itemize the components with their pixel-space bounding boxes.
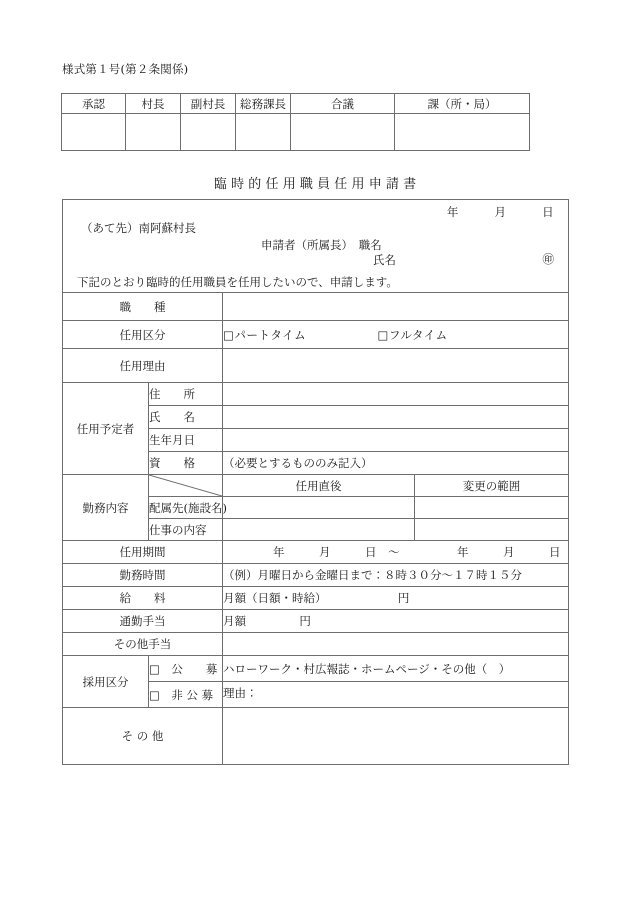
value-commuting-allowance (223, 610, 569, 633)
label-candidate: 任用予定者 (63, 383, 149, 475)
approval-header-cell: 村長 (126, 94, 181, 114)
value-duties-immediate[interactable] (223, 519, 415, 541)
label-recruitment-class: 採用区分 (63, 656, 149, 708)
value-candidate-birthdate[interactable] (223, 429, 569, 452)
application-form-table (62, 199, 569, 765)
page-title: 臨時的任用職員任用申請書 (213, 177, 421, 192)
row-working-hours (63, 564, 569, 587)
value-working-hours[interactable]: （例）月曜日から金曜日まで：８時３０分～１７時１５分 (223, 564, 569, 587)
value-appointment-class (223, 321, 569, 349)
checkbox-public-recruitment[interactable]: □ 公 募 (149, 656, 223, 682)
approval-value-cell[interactable] (181, 114, 236, 151)
value-appointment-period[interactable]: 年 月 日 ～ 年 月 日 (223, 541, 569, 564)
approval-header-cell: 承認 (62, 94, 126, 114)
value-public-channels[interactable]: ハローワーク・村広報誌・ホームページ・その他（ ） (223, 656, 569, 682)
label-candidate-address: 住 所 (149, 383, 223, 406)
label-appointment-class: 任用区分 (63, 321, 223, 349)
value-candidate-qualification[interactable]: （必要とするもののみ記入） (223, 452, 569, 475)
row-others (63, 708, 569, 765)
salary-basis[interactable]: 月額（日額・時給） (223, 591, 327, 605)
approval-header-row (62, 94, 530, 114)
label-other-allowance: その他手当 (63, 633, 223, 656)
form-header-row (63, 200, 569, 293)
approval-value-cell[interactable] (395, 114, 530, 151)
approval-value-cell[interactable] (236, 114, 291, 151)
form-number: 様式第１号(第２条関係) (62, 62, 189, 76)
column-header-immediate: 任用直後 (223, 475, 415, 497)
label-commuting-allowance: 通勤手当 (63, 610, 223, 633)
label-appointment-period: 任用期間 (63, 541, 223, 564)
value-other-allowance[interactable] (223, 633, 569, 656)
value-nonpublic-reason[interactable]: 理由： (223, 682, 569, 708)
approval-table (61, 93, 530, 151)
label-salary: 給 料 (63, 587, 223, 610)
approval-header-cell: 合議 (291, 94, 395, 114)
seal-icon: ㊞ (542, 252, 554, 266)
checkbox-fulltime[interactable]: □フルタイム (377, 327, 448, 342)
row-job-type (63, 293, 569, 321)
value-assignment-change-range[interactable] (415, 497, 569, 519)
value-others[interactable] (223, 708, 569, 765)
approval-value-cell[interactable] (62, 114, 126, 151)
row-appointment-class (63, 321, 569, 349)
diagonal-split-cell (149, 475, 223, 497)
salary-unit: 円 (397, 591, 410, 605)
row-recruitment-public (63, 656, 569, 682)
approval-header-cell: 総務課長 (236, 94, 291, 114)
row-commuting-allowance (63, 610, 569, 633)
row-candidate-address (63, 383, 569, 406)
row-appointment-reason (63, 349, 569, 383)
label-assignment: 配属先(施設名) (149, 497, 223, 519)
row-work-content-header (63, 475, 569, 497)
applicant-title-field[interactable]: 申請者（所属長） 職名 (261, 238, 382, 252)
approval-value-row (62, 114, 530, 151)
approval-header-cell: 副村長 (181, 94, 236, 114)
column-header-change-range: 変更の範囲 (415, 475, 569, 497)
applicant-name-field[interactable]: 氏名 (373, 253, 396, 267)
label-working-hours: 勤務時間 (63, 564, 223, 587)
label-job-type: 職 種 (63, 293, 223, 321)
approval-value-cell[interactable] (126, 114, 181, 151)
label-candidate-qualification: 資 格 (149, 452, 223, 475)
row-other-allowance (63, 633, 569, 656)
label-work-content: 勤務内容 (63, 475, 149, 541)
label-candidate-name: 氏 名 (149, 406, 223, 429)
label-appointment-reason: 任用理由 (63, 349, 223, 383)
row-appointment-period (63, 541, 569, 564)
approval-value-cell[interactable] (291, 114, 395, 151)
value-job-type[interactable] (223, 293, 569, 321)
value-candidate-address[interactable] (223, 383, 569, 406)
value-assignment-immediate[interactable] (223, 497, 415, 519)
value-appointment-reason[interactable] (223, 349, 569, 383)
checkbox-parttime[interactable]: □パートタイム (223, 327, 307, 342)
value-candidate-name[interactable] (223, 406, 569, 429)
commuting-unit: 円 (299, 614, 311, 628)
form-header-block (63, 200, 569, 293)
commuting-basis[interactable]: 月額 (223, 614, 246, 628)
label-duties: 仕事の内容 (149, 519, 223, 541)
label-others: そ の 他 (63, 708, 223, 765)
label-candidate-birthdate: 生年月日 (149, 429, 223, 452)
checkbox-nonpublic-recruitment[interactable]: □ 非 公 募 (149, 682, 223, 708)
value-duties-change-range[interactable] (415, 519, 569, 541)
request-statement: 下記のとおり臨時的任用職員を任用したいので、申請します。 (77, 275, 398, 289)
date-line[interactable]: 年 月 日 (446, 205, 554, 219)
value-salary (223, 587, 569, 610)
addressee: （あて先）南阿蘇村長 (81, 221, 196, 235)
row-salary (63, 587, 569, 610)
approval-header-cell: 課（所・局） (395, 94, 530, 114)
